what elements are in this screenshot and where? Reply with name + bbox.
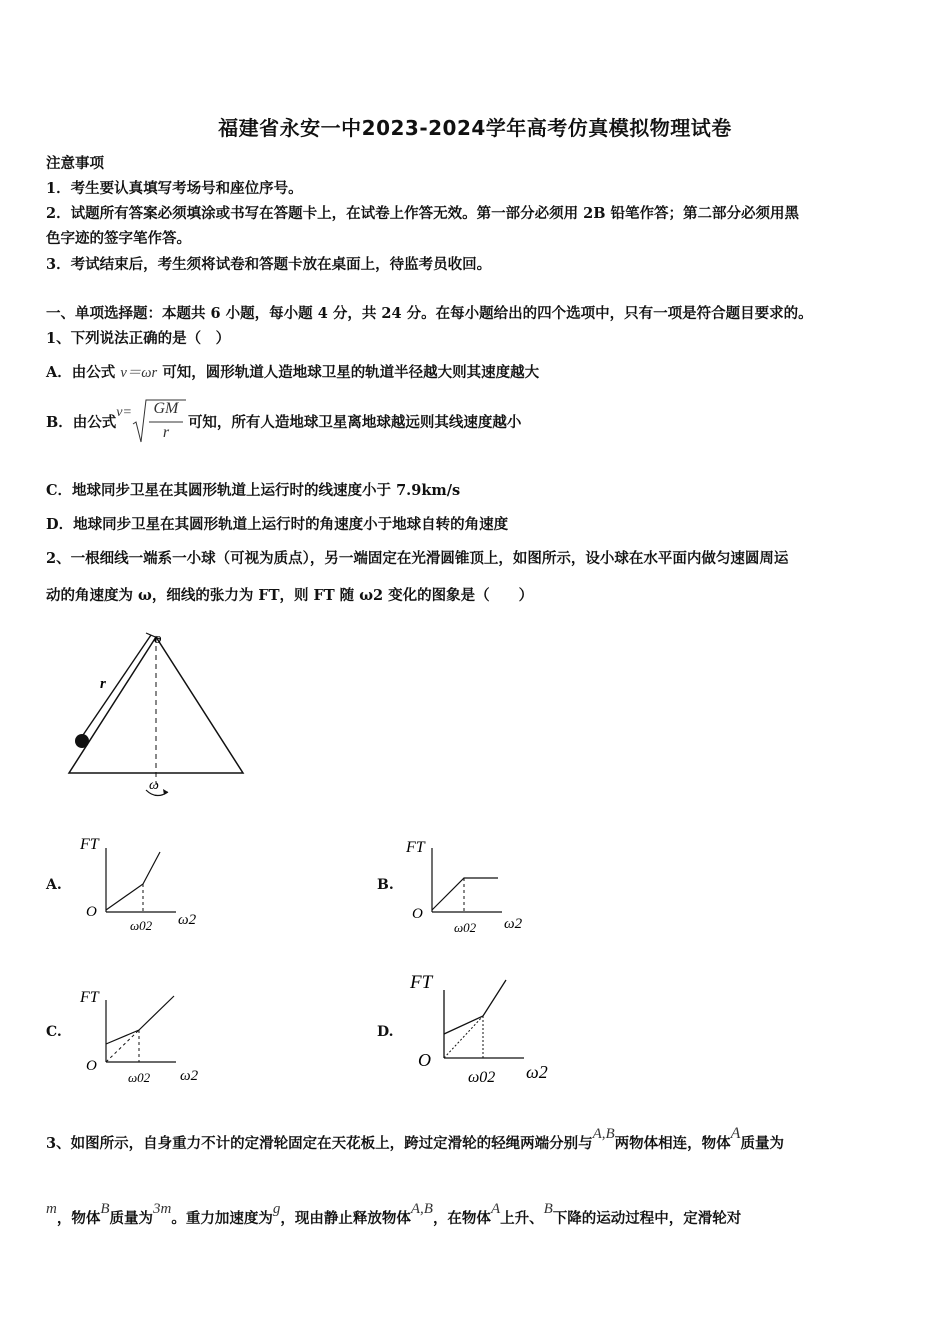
q1-a-formula: v＝ωr (120, 365, 158, 381)
q3-line1 (46, 1122, 784, 1152)
cone-figure (60, 625, 260, 805)
q3-l2-3m: 3m (153, 1201, 172, 1217)
q3-l1-ab: A,B (592, 1126, 615, 1142)
q3-l2-text-c: 。重力加速度为 (171, 1210, 273, 1227)
q3-l2-g: g (272, 1201, 281, 1217)
ball (75, 734, 89, 748)
graph-a-curve (106, 852, 160, 910)
graph-d-y-label: FT (410, 972, 433, 993)
graph-d-curve (444, 980, 506, 1034)
q1-b-formula-v: v= (116, 405, 132, 420)
graph-b-origin: O (412, 906, 423, 922)
graph-c-curve (106, 996, 174, 1044)
q1-option-b (46, 398, 521, 444)
q1-b-suffix: 可知，所有人造地球卫星离地球越远则其线速度越小 (187, 413, 522, 431)
q2-option-c-label: C. (46, 1024, 62, 1040)
graph-c-y-label: FT (80, 989, 99, 1006)
q3-l2-B2: B (543, 1201, 553, 1217)
rope-label: r (100, 676, 106, 692)
q2-option-a-label: A. (46, 877, 62, 893)
graph-a-x-tick: ω02 (130, 918, 153, 933)
q3-l2-ab: A,B (410, 1201, 433, 1217)
section-heading: 一、单项选择题：本题共 6 小题，每小题 4 分，共 24 分。在每小题给出的四个选项中，只有一项是符合题目要求的。 (46, 305, 813, 322)
rope-line (81, 635, 151, 738)
graph-c-x-label: ω2 (180, 1068, 199, 1084)
graph-c-origin: O (86, 1058, 97, 1074)
q1-b-prefix: B．由公式 (46, 413, 117, 431)
graph-b (404, 832, 534, 940)
q1-b-formula-root (132, 398, 188, 444)
q1-option-d: D．地球同步卫星在其圆形轨道上运行时的角速度小于地球自转的角速度 (46, 516, 509, 533)
q2-stem-line2: 动的角速度为 ω，细线的张力为 FT，则 FT 随 ω2 变化的图象是（ ） (46, 587, 534, 604)
q3-l1-text-b: 两物体相连，物体 (614, 1135, 731, 1152)
graph-c-dashed-line (106, 1030, 139, 1062)
q3-l2-text-h: 下降的运动过程中，定滑轮对 (552, 1210, 742, 1227)
notice-item-2: 2．试题所有答案必须填涂或书写在答题卡上，在试卷上作答无效。第一部分必须用 2B 铅笔作答；第二部分必须用黑 (46, 205, 800, 222)
graph-a-x-label: ω2 (178, 912, 197, 928)
q3-l2-text-b: 质量为 (109, 1210, 154, 1227)
q3-l2-text-e: ，在物体 (432, 1210, 491, 1227)
graph-d-x-tick: ω02 (468, 1069, 496, 1086)
graph-a-y-label: FT (80, 836, 99, 853)
graph-d-dashed-line (444, 1016, 483, 1058)
graph-d-x-label: ω2 (526, 1062, 548, 1082)
page-title: 福建省永安一中2023-2024学年高考仿真模拟物理试卷 (218, 116, 732, 140)
notice-item-2-cont: 色字迹的签字笔作答。 (46, 230, 191, 247)
graph-b-x-tick: ω02 (454, 920, 477, 935)
q1-option-a (46, 361, 539, 382)
q3-l2-text-a: ，物体 (56, 1210, 101, 1227)
graph-c-x-tick: ω02 (128, 1070, 151, 1085)
q1-b-denominator: r (162, 424, 170, 441)
notice-item-3: 3．考试结束后，考生须将试卷和答题卡放在桌面上，待监考员收回。 (46, 256, 492, 273)
q3-l1-text-a: 3、如图所示，自身重力不计的定滑轮固定在天花板上，跨过定滑轮的轻绳两端分别与 (46, 1135, 593, 1152)
q3-line2 (46, 1197, 742, 1227)
graph-b-curve (432, 878, 498, 910)
q3-l2-m: m (46, 1201, 57, 1217)
q1-b-numerator: GM (153, 400, 179, 417)
q3-l1-text-c: 质量为 (740, 1135, 784, 1152)
q2-option-d-label: D. (377, 1024, 394, 1040)
apex-label: o (154, 631, 162, 647)
q3-l2-A: A (490, 1201, 501, 1217)
graph-b-y-label: FT (406, 839, 425, 856)
graph-b-x-label: ω2 (504, 916, 523, 932)
graph-d-origin: O (418, 1050, 431, 1070)
q1-a-suffix: 可知，圆形轨道人造地球卫星的轨道半径越大则其速度越大 (157, 364, 540, 381)
omega-label: ω (149, 778, 159, 793)
graph-d (408, 966, 558, 1092)
notice-heading: 注意事项 (46, 155, 104, 172)
q3-l2-text-f: 上升、 (500, 1210, 544, 1227)
notice-item-1: 1．考生要认真填写考场号和座位序号。 (46, 180, 303, 197)
q3-l2-text-d: ，现由静止释放物体 (280, 1210, 411, 1227)
q3-l2-B: B (100, 1201, 110, 1217)
q1-a-prefix: A．由公式 (46, 364, 121, 381)
q2-option-b-label: B. (377, 877, 394, 893)
graph-a (78, 832, 208, 937)
q1-stem: 1、下列说法正确的是（ ） (46, 330, 231, 347)
q1-option-c: C．地球同步卫星在其圆形轨道上运行时的线速度小于 7.9km/s (46, 482, 461, 499)
graph-c (78, 980, 208, 1090)
q3-l1-A: A (730, 1125, 741, 1142)
q2-stem-line1: 2、一根细线一端系一小球（可视为质点），另一端固定在光滑圆锥顶上，如图所示，设小球在水平面内做匀速圆周运 (46, 550, 789, 567)
graph-a-origin: O (86, 904, 97, 920)
